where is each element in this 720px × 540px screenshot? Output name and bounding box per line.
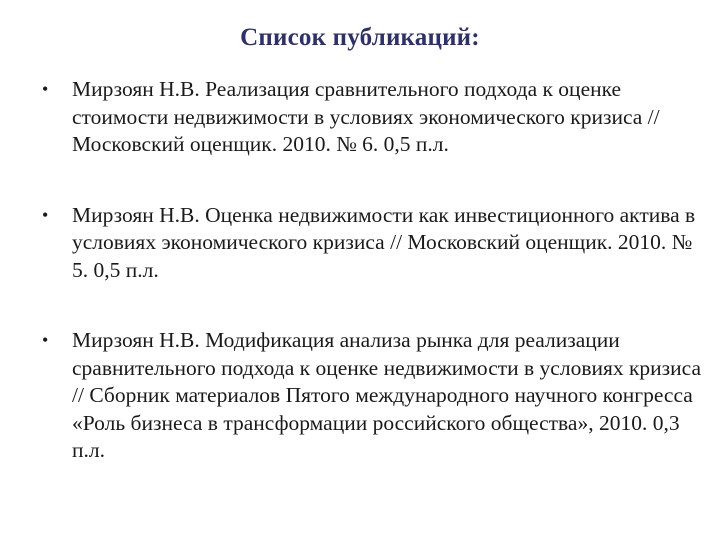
- bullet-icon: •: [42, 79, 49, 99]
- publication-item: [42, 327, 702, 465]
- bullet-icon: •: [42, 204, 49, 225]
- publication-text: Мирзоян Н.В. Оценка недвижимости как инвестиционного актива в условиях экономического кризиса // Московский оценщик. 2010. № 5. 0,5 п.л.: [72, 202, 696, 282]
- publication-item: [42, 202, 702, 285]
- publication-item: [42, 76, 702, 159]
- slide-title: Список публикаций:: [240, 24, 480, 51]
- bullet-icon: •: [42, 330, 49, 350]
- publication-list: [42, 76, 702, 465]
- publication-text: Мирзоян Н.В. Модификация анализа рынка для реализации сравнительного подхода к оценке недвижимости в условиях кризиса // Сборник материалов Пятого международного научного конгресса «Роль бизнеса в трансформации российского общества», 2010. 0,3 п.л.: [72, 328, 702, 462]
- publication-text: Мирзоян Н.В. Реализация сравнительного подхода к оценке стоимости недвижимости в условиях экономического кризиса // Московский оценщик. 2010. № 6. 0,5 п.л.: [72, 77, 660, 156]
